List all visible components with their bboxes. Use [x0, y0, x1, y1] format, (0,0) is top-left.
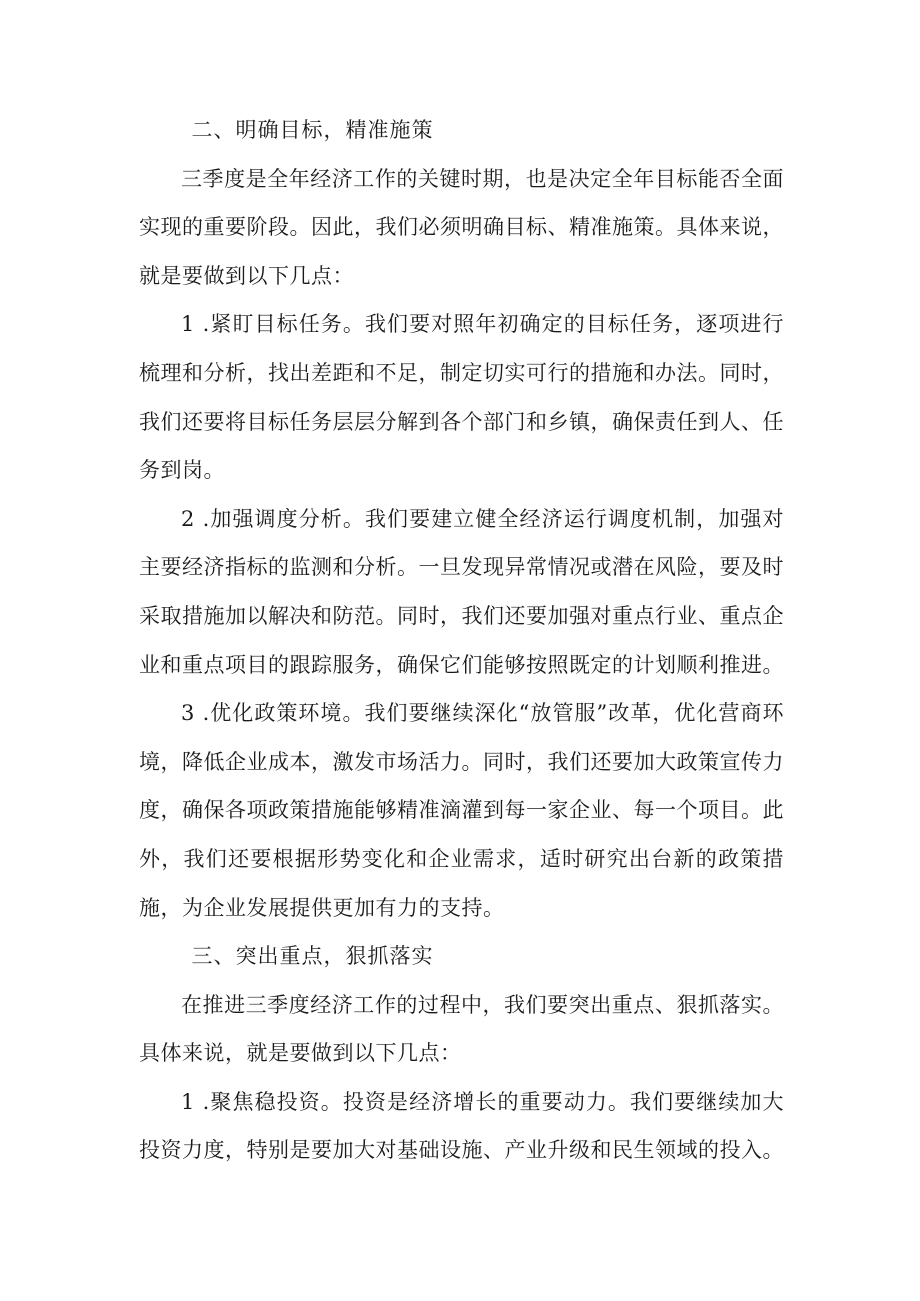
paragraph: 1 .聚焦稳投资。投资是经济增长的重要动力。我们要继续加大投资力度，特别是要加大对基础设施、产业升级和民生领域的投入。 — [139, 1089, 784, 1163]
paragraph: 1 .紧盯目标任务。我们要对照年初确定的目标任务，逐项进行梳理和分析，找出差距和不足，制定切实可行的措施和办法。同时，我们还要将目标任务层层分解到各个部门和乡镇，确保责任到人、任务到岗。 — [139, 312, 784, 483]
document-page — [139, 106, 784, 1175]
section-heading: 二、明确目标，精准施策 — [191, 118, 434, 142]
paragraph: 2 .加强调度分析。我们要建立健全经济运行调度机制，加强对主要经济指标的监测和分析。一旦发现异常情况或潜在风险，要及时采取措施加以解决和防范。同时，我们还要加强对重点行业、重点企业和重点项目的跟踪服务，确保它们能够按照既定的计划顺利推进。 — [139, 506, 784, 677]
section-heading: 三、突出重点，狠抓落实 — [191, 944, 434, 969]
paragraph: 3 .优化政策环境。我们要继续深化“放管服”改革，优化营商环境，降低企业成本，激发市场活力。同时，我们还要加大政策宣传力度，确保各项政策措施能够精准滴灌到每一家企业、每一个项目。此外，我们还要根据形势变化和企业需求，适时研究出台新的政策措施，为企业发展提供更加有力的支持。 — [139, 701, 784, 920]
paragraph: 在推进三季度经济工作的过程中，我们要突出重点、狠抓落实。具体来说，就是要做到以下几点： — [139, 992, 784, 1066]
paragraph: 三季度是全年经济工作的关键时期，也是决定全年目标能否全面实现的重要阶段。因此，我们必须明确目标、精准施策。具体来说，就是要做到以下几点： — [139, 166, 784, 288]
